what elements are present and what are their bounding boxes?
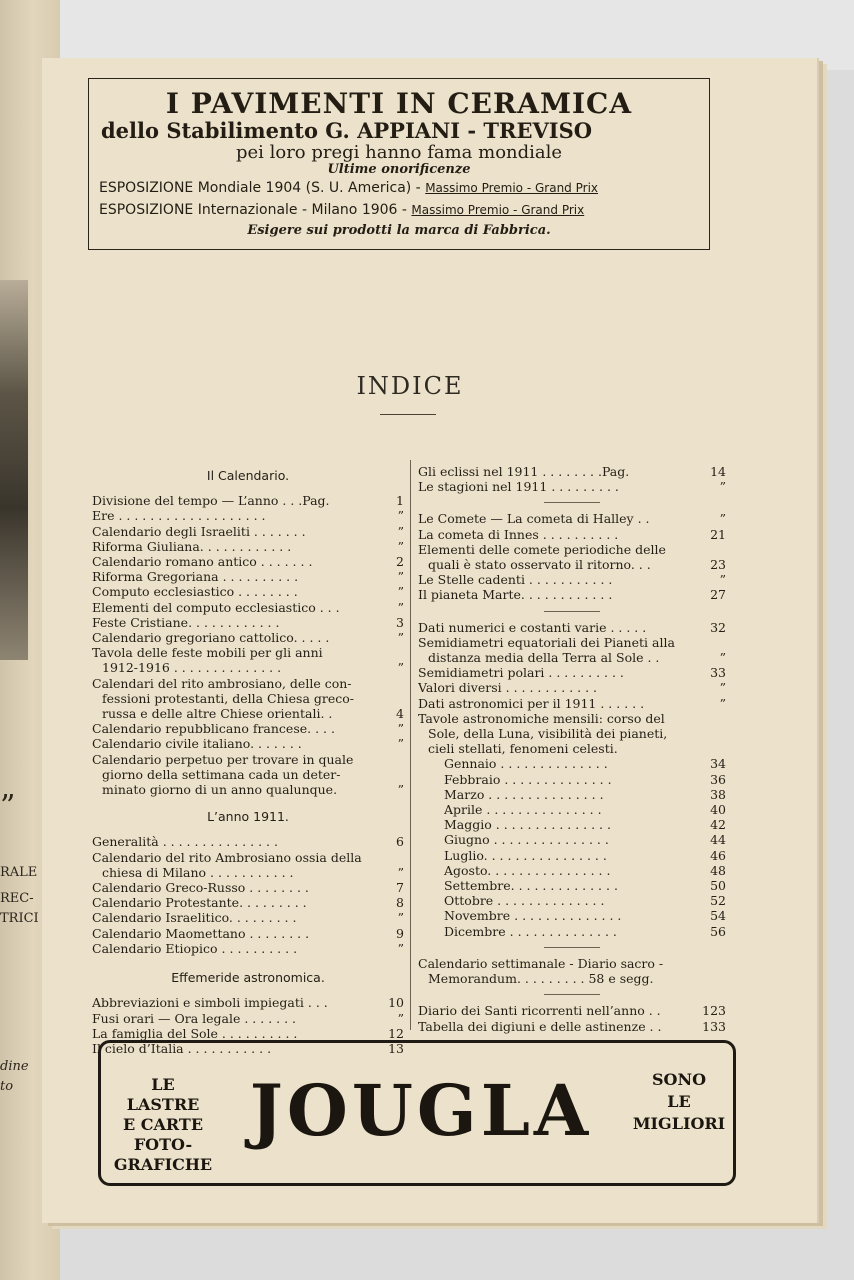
entry-page-number: ” — [397, 630, 404, 646]
entry-page-number: 27 — [710, 587, 726, 603]
index-entry — [418, 863, 726, 878]
entry-page-number: ” — [397, 523, 404, 539]
entry-page-number — [382, 752, 404, 767]
index-entry — [92, 706, 404, 721]
entry-page-number: ” — [397, 584, 404, 600]
entry-title: Maggio . . . . . . . . . . . . . . . — [444, 817, 611, 833]
ad-right-line: MIGLIORI — [632, 1114, 726, 1133]
index-entry — [418, 511, 726, 526]
entry-page-number: ” — [397, 538, 404, 554]
left-page-fragment: dine — [0, 1059, 29, 1074]
entry-title: Dati astronomici per il 1911 . . . . . . — [418, 695, 645, 711]
entry-page-number — [704, 726, 726, 741]
entry-page-number: ” — [719, 650, 726, 666]
entry-page-number — [382, 691, 404, 706]
entry-title: Dicembre . . . . . . . . . . . . . . — [444, 923, 617, 939]
entry-page-number: 38 — [710, 786, 726, 802]
entry-title: Calendario del rito Ambrosiano ossia della — [92, 849, 362, 865]
index-entry — [418, 956, 726, 971]
entry-title: distanza media della Terra al Sole . . — [428, 650, 660, 666]
index-entry — [418, 635, 726, 650]
index-entry — [418, 572, 726, 587]
ad-left-text — [113, 1075, 213, 1175]
group-separator — [544, 947, 600, 948]
entry-title: La famiglia del Sole . . . . . . . . . . — [92, 1025, 298, 1041]
entry-title: Calendario Israelitico. . . . . . . . . — [92, 910, 297, 926]
entry-title: Novembre . . . . . . . . . . . . . . — [444, 908, 622, 924]
entry-page-number: 14 — [710, 464, 726, 479]
entry-title: russa e delle altre Chiese orientali. . — [102, 706, 333, 722]
left-page-fragment: TRICI — [0, 911, 39, 926]
index-entry — [418, 848, 726, 863]
index-entry — [92, 767, 404, 782]
entry-list-comete — [418, 511, 726, 602]
index-entry — [418, 772, 726, 787]
entry-title: Giugno . . . . . . . . . . . . . . . — [444, 832, 609, 848]
index-entry — [418, 557, 726, 572]
entry-page-number: 6 — [396, 834, 404, 850]
index-entry — [418, 741, 726, 756]
entry-page-number — [704, 956, 726, 971]
index-entry — [92, 850, 404, 865]
entry-page-number: 3 — [396, 614, 404, 630]
entry-page-number: 13 — [388, 1040, 404, 1056]
left-page-illustration — [0, 280, 28, 660]
index-entry — [92, 691, 404, 706]
entry-title: Calendario romano antico . . . . . . . — [92, 554, 313, 570]
entry-page-number: 2 — [396, 554, 404, 570]
index-entry — [92, 895, 404, 910]
group-separator — [544, 994, 600, 995]
index-entry — [418, 726, 726, 741]
entry-title: Calendario degli Israeliti . . . . . . . — [92, 523, 306, 539]
left-page-fragment: ” — [0, 789, 16, 824]
entry-page-number: ” — [397, 736, 404, 752]
index-entry — [92, 569, 404, 584]
entry-page-number: 46 — [710, 847, 726, 863]
entry-title: Abbreviazioni e simboli impiegati . . . — [92, 995, 328, 1011]
entry-title: cieli stellati, fenomeni celesti. — [428, 741, 618, 757]
entry-list-dati — [418, 620, 726, 757]
index-entry — [418, 542, 726, 557]
index-entry — [92, 880, 404, 895]
ad-left-line: LE LASTRE — [126, 1075, 200, 1114]
page-title: INDICE — [356, 372, 464, 400]
entry-page-number: ” — [397, 721, 404, 737]
entry-page-number: 52 — [710, 893, 726, 909]
entry-title: Semidiametri equatoriali dei Pianeti alla — [418, 634, 675, 650]
index-entry — [92, 782, 404, 797]
index-entry — [418, 650, 726, 665]
ad-exposition-2 — [89, 199, 709, 221]
index-entry — [418, 620, 726, 635]
entry-title: Tavola delle feste mobili per gli anni — [92, 645, 323, 661]
index-entry — [92, 676, 404, 691]
entry-page-number: ” — [397, 864, 404, 880]
exposition-1-prize: Massimo Premio - Grand Prix — [425, 181, 598, 195]
entry-page-number — [382, 645, 404, 660]
entry-page-number: 9 — [396, 925, 404, 941]
entry-title: Calendario civile italiano. . . . . . . — [92, 736, 302, 752]
index-entry — [418, 756, 726, 771]
index-entry — [92, 995, 404, 1010]
entry-title: Diario dei Santi ricorrenti nell’anno . . — [418, 1003, 661, 1019]
ceramics-advertisement — [88, 78, 710, 250]
entry-title: Elementi delle comete periodiche delle — [418, 541, 666, 557]
index-entry — [92, 584, 404, 599]
entry-page-number: 23 — [710, 557, 726, 573]
entry-title: Fusi orari — Ora legale . . . . . . . — [92, 1010, 297, 1026]
entry-title: Calendario gregoriano cattolico. . . . . — [92, 630, 330, 646]
index-entry — [92, 524, 404, 539]
entry-title: Calendario repubblicano francese. . . . — [92, 721, 335, 737]
entry-page-number: ” — [397, 569, 404, 585]
entry-title: Calendario Etiopico . . . . . . . . . . — [92, 940, 298, 956]
entry-page-number: 32 — [710, 619, 726, 635]
entry-page-number: 21 — [710, 526, 726, 542]
entry-title: Computo ecclesiastico . . . . . . . . — [92, 584, 298, 600]
index-entry — [418, 587, 726, 602]
entry-page-number — [704, 542, 726, 557]
entry-title: Le stagioni nel 1911 . . . . . . . . . — [418, 479, 619, 495]
entry-page-number — [382, 676, 404, 691]
ad-left-line: FOTO- — [133, 1135, 193, 1154]
ad-right-line: SONO — [651, 1070, 707, 1089]
entry-title: Gennaio . . . . . . . . . . . . . . — [444, 756, 608, 772]
entry-title: Tavole astronomiche mensili: corso del — [418, 710, 665, 726]
entry-title: chiesa di Milano . . . . . . . . . . . — [102, 864, 294, 880]
entry-title: Il pianeta Marte. . . . . . . . . . . . — [418, 587, 613, 603]
entry-title: La cometa di Innes . . . . . . . . . . — [418, 526, 619, 542]
group-separator — [544, 611, 600, 612]
entry-page-number: 44 — [710, 832, 726, 848]
entry-title: Le Stelle cadenti . . . . . . . . . . . — [418, 572, 613, 588]
column-divider — [410, 460, 411, 1030]
entry-page-number: 133 — [702, 1018, 726, 1034]
index-entry — [418, 878, 726, 893]
entry-title: Generalità . . . . . . . . . . . . . . . — [92, 834, 278, 850]
index-entry — [418, 1019, 726, 1034]
index-entry — [92, 865, 404, 880]
ad-right-line: LE — [667, 1092, 691, 1111]
ad-trademark-note: Esigere sui prodotti la marca di Fabbrica. — [247, 223, 551, 238]
index-entry — [418, 832, 726, 847]
entry-title: Luglio. . . . . . . . . . . . . . . . — [444, 847, 607, 863]
index-entry — [418, 817, 726, 832]
entry-page-number: 48 — [710, 862, 726, 878]
index-entry — [418, 787, 726, 802]
entry-list-eclissi — [418, 464, 726, 494]
entry-page-number: ” — [397, 660, 404, 676]
index-entry — [92, 630, 404, 645]
entry-page-number: 50 — [710, 878, 726, 894]
section-heading-anno-1911: L’anno 1911. — [207, 809, 289, 825]
entry-page-number — [382, 850, 404, 865]
exposition-2-text: ESPOSIZIONE Internazionale - Milano 1906 - — [99, 202, 407, 218]
left-page-fragment: RALE — [0, 865, 38, 880]
entry-title: Settembre. . . . . . . . . . . . . . — [444, 878, 618, 894]
entry-title: Memorandum. . . . . . . . . 58 e segg. — [428, 971, 654, 987]
entry-page-number: ” — [397, 910, 404, 926]
entry-title: Sole, della Luna, visibilità dei pianeti, — [428, 726, 668, 742]
entry-list-diario — [418, 1003, 726, 1033]
entry-title: Il cielo d’Italia . . . . . . . . . . . — [92, 1040, 272, 1056]
entry-page-number: 123 — [702, 1003, 726, 1019]
entry-page-number: ” — [719, 695, 726, 711]
index-entry — [92, 910, 404, 925]
entry-page-number: ” — [397, 1010, 404, 1026]
entry-title: Riforma Giuliana. . . . . . . . . . . . — [92, 538, 292, 554]
ad-tagline: pei loro pregi hanno fama mondiale — [235, 142, 563, 163]
entry-title: Calendario Maomettano . . . . . . . . — [92, 925, 310, 941]
index-entry — [92, 554, 404, 569]
index-entry — [92, 926, 404, 941]
entry-page-number: ” — [719, 511, 726, 527]
entry-title: Aprile . . . . . . . . . . . . . . . — [444, 802, 602, 818]
index-entry — [92, 1026, 404, 1041]
entry-page-number — [704, 741, 726, 756]
entry-title: Semidiametri polari . . . . . . . . . . — [418, 665, 624, 681]
ad-company: dello Stabilimento G. APPIANI - TREVISO — [101, 118, 593, 143]
jougla-advertisement — [98, 1040, 736, 1186]
index-entry — [418, 711, 726, 726]
entry-title: Agosto. . . . . . . . . . . . . . . . — [444, 862, 611, 878]
index-entry — [418, 479, 726, 494]
index-entry — [418, 802, 726, 817]
entry-page-number: ” — [719, 572, 726, 588]
entry-page-number — [382, 767, 404, 782]
index-entry — [418, 464, 726, 479]
index-entry — [418, 527, 726, 542]
ad-left-line: GRAFICHE — [113, 1155, 213, 1174]
entry-title: Dati numerici e costanti varie . . . . . — [418, 619, 647, 635]
ad-right-text — [631, 1069, 727, 1135]
entry-page-number: 36 — [710, 771, 726, 787]
entry-list-calendario — [92, 493, 404, 797]
entry-page-number: 4 — [396, 706, 404, 722]
entry-list-months — [418, 756, 726, 938]
entry-title: Valori diversi . . . . . . . . . . . . — [418, 680, 598, 696]
entry-page-number: ” — [719, 680, 726, 696]
entry-page-number: ” — [397, 508, 404, 524]
index-entry — [92, 736, 404, 751]
entry-page-number: 10 — [388, 995, 404, 1011]
entry-page-number: 42 — [710, 817, 726, 833]
entry-title: Calendario settimanale - Diario sacro - — [418, 955, 664, 971]
ad-brand-name: JOUGLA — [249, 1069, 593, 1152]
entry-page-number: 1 — [396, 493, 404, 509]
entry-title: Ottobre . . . . . . . . . . . . . . — [444, 893, 605, 909]
section-heading-calendario: Il Calendario. — [206, 468, 290, 483]
entry-title: giorno della settimana cada un deter- — [102, 766, 341, 782]
entry-title: Ere . . . . . . . . . . . . . . . . . . . — [92, 508, 266, 524]
left-page-fragment: to — [0, 1079, 14, 1094]
entry-page-number: 34 — [710, 756, 726, 772]
index-entry — [92, 645, 404, 660]
entry-title: Divisione del tempo — L’anno . . .Pag. — [92, 493, 330, 509]
entry-title: Calendario Greco-Russo . . . . . . . . — [92, 880, 309, 896]
entry-title: Tabella dei digiuni e delle astinenze . . — [418, 1018, 662, 1034]
index-entry — [418, 908, 726, 923]
section-heading-effemeride: Effemeride astronomica. — [171, 970, 325, 986]
ad-headline: I PAVIMENTI IN CERAMICA — [165, 87, 633, 120]
ad-exposition-1 — [89, 177, 709, 199]
entry-title: Gli eclissi nel 1911 . . . . . . . .Pag. — [418, 464, 630, 479]
group-separator — [544, 502, 600, 503]
entry-title: Calendari del rito ambrosiano, delle con- — [92, 675, 352, 691]
entry-title: fessioni protestanti, della Chiesa greco- — [102, 690, 355, 706]
index-entry — [92, 615, 404, 630]
index-entry — [418, 665, 726, 680]
ad-honors-label: Ultime onorificenze — [327, 162, 471, 177]
entry-title: 1912-1916 . . . . . . . . . . . . . . — [102, 660, 282, 676]
index-entry — [92, 752, 404, 767]
index-entry — [418, 924, 726, 939]
entry-page-number — [704, 635, 726, 650]
index-left-column — [92, 464, 404, 1056]
ad-left-line: E CARTE — [122, 1115, 204, 1134]
entry-page-number: 8 — [396, 895, 404, 911]
index-right-column — [418, 464, 726, 1034]
index-entry — [418, 696, 726, 711]
entry-title: Elementi del computo ecclesiastico . . . — [92, 599, 340, 615]
entry-page-number: 56 — [710, 923, 726, 939]
index-entry — [92, 493, 404, 508]
exposition-1-text: ESPOSIZIONE Mondiale 1904 (S. U. America) - — [99, 180, 421, 196]
entry-page-number: ” — [719, 479, 726, 495]
entry-page-number: 33 — [710, 665, 726, 681]
entry-page-number: 7 — [396, 880, 404, 896]
left-page-fragment: REC- — [0, 891, 34, 906]
entry-page-number: 54 — [710, 908, 726, 924]
entry-title: Calendario Protestante. . . . . . . . . — [92, 895, 307, 911]
entry-title: Calendario perpetuo per trovare in quale — [92, 751, 354, 767]
entry-title: quali è stato osservato il ritorno. . . — [428, 557, 651, 573]
title-rule — [380, 414, 436, 415]
index-entry — [92, 539, 404, 554]
index-entry — [92, 941, 404, 956]
index-entry — [92, 721, 404, 736]
index-entry — [92, 508, 404, 523]
entry-title: Febbraio . . . . . . . . . . . . . . — [444, 771, 612, 787]
entry-list-anno-1911 — [92, 834, 404, 956]
exposition-2-prize: Massimo Premio - Grand Prix — [411, 203, 585, 217]
entry-title: Marzo . . . . . . . . . . . . . . . — [444, 786, 604, 802]
index-entry — [418, 1003, 726, 1018]
entry-page-number: ” — [397, 782, 404, 798]
entry-page-number — [704, 971, 726, 986]
index-entry — [92, 600, 404, 615]
entry-page-number: ” — [397, 599, 404, 615]
index-entry — [92, 834, 404, 849]
index-entry — [418, 971, 726, 986]
entry-title: minato giorno di un anno qualunque. — [102, 782, 338, 798]
entry-title: Le Comete — La cometa di Halley . . — [418, 511, 650, 527]
entry-title: Feste Cristiane. . . . . . . . . . . . — [92, 614, 280, 630]
index-entry — [418, 680, 726, 695]
entry-title: Riforma Gregoriana . . . . . . . . . . — [92, 569, 299, 585]
entry-page-number: 12 — [388, 1025, 404, 1041]
index-entry — [418, 893, 726, 908]
entry-page-number — [704, 711, 726, 726]
entry-page-number: 40 — [710, 802, 726, 818]
index-entry — [92, 1011, 404, 1026]
entry-page-number: ” — [397, 940, 404, 956]
index-entry — [92, 660, 404, 675]
entry-list-calendario-settimanale — [418, 956, 726, 986]
